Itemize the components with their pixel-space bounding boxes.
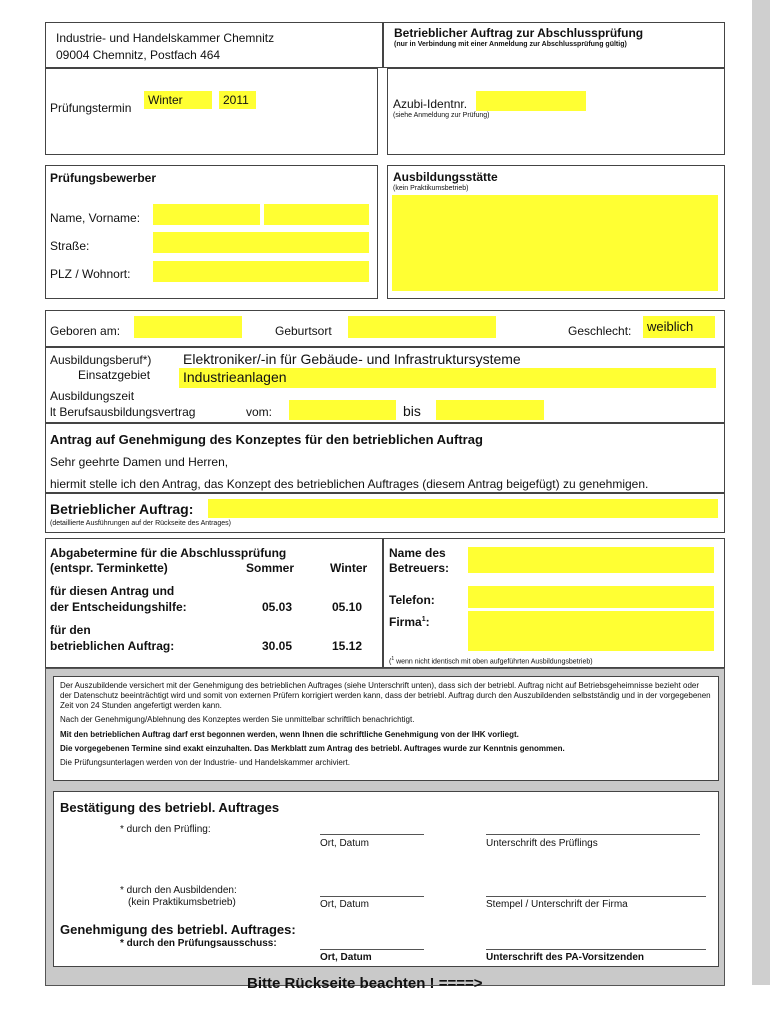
request-title: Antrag auf Genehmigung des Konzeptes für den betrieblichen Auftrag (50, 432, 483, 447)
birthplace-label: Geburtsort (275, 324, 332, 338)
notice-paragraph-4: Die vorgegebenen Termine sind exakt einzuhalten. Das Merkblatt zum Antrag des betriebl. Auftrages wurde zur Kenntnis genommen. (60, 744, 565, 753)
city-label: PLZ / Wohnort: (50, 267, 131, 281)
supervisor-name-label-1: Name des (389, 546, 446, 560)
trainer-place-date: Ort, Datum (320, 899, 369, 910)
trainer-signature-label: Stempel / Unterschrift der Firma (486, 899, 628, 910)
order-field[interactable] (208, 499, 718, 518)
confirmation-title: Bestätigung des betriebl. Auftrages (60, 800, 280, 815)
trainer-place-date-line (320, 896, 424, 897)
training-site-title: Ausbildungsstätte (393, 170, 498, 184)
request-body: hiermit stelle ich den Antrag, das Konzept des betrieblichen Auftrages (diesem Antrag beigefügt) zu genehmigen. (50, 477, 649, 491)
exam-date-label: Prüfungstermin (50, 101, 132, 115)
order-note: (detaillierte Ausführungen auf der Rückseite des Antrages) (50, 520, 231, 527)
period-label-2: lt Berufsausbildungsvertrag (50, 405, 196, 419)
company-label: Firma$^1$: (389, 615, 430, 629)
row1-label-2: der Entscheidungshilfe: (50, 600, 187, 614)
company-field[interactable] (468, 611, 714, 651)
row1-winter: 05.10 (332, 600, 363, 614)
order-box (45, 493, 725, 533)
gender-label: Geschlecht: (568, 324, 632, 338)
training-site-field[interactable] (392, 195, 718, 291)
birth-date-field[interactable] (134, 316, 242, 338)
footer-note: Bitte Rückseite beachten ! ====> (247, 975, 483, 992)
period-from-label: vom: (246, 405, 273, 419)
supervisor-box (383, 538, 725, 668)
profession-box (45, 347, 725, 423)
committee-signature-line (486, 949, 706, 950)
training-site-box (387, 165, 725, 299)
trainee-signature-label: Unterschrift des Prüflings (486, 838, 598, 849)
exam-season-field[interactable]: Winter (144, 91, 212, 109)
area-field[interactable]: Industrieanlagen (179, 368, 716, 388)
request-box (45, 423, 725, 493)
committee-label: * durch den Prüfungsausschuss: (120, 938, 277, 949)
period-to-field[interactable] (436, 400, 544, 420)
deadlines-title-2: (entspr. Terminkette) (50, 561, 168, 575)
gender-field[interactable]: weiblich (643, 316, 715, 338)
notice-box (53, 676, 719, 781)
row1-label-1: für diesen Antrag und (50, 584, 175, 598)
first-name-field[interactable] (264, 204, 369, 225)
azubi-id-label: Azubi-Identnr. (393, 97, 468, 111)
committee-signature-label: Unterschrift des PA-Vorsitzenden (486, 952, 644, 963)
supervisor-name-label-2: Betreuers: (389, 561, 450, 575)
azubi-id-field[interactable] (476, 91, 586, 111)
approval-title: Genehmigung des betriebl. Auftrages: (60, 922, 296, 937)
row1-summer: 05.03 (262, 600, 293, 614)
col-winter-header: Winter (330, 561, 368, 575)
row2-summer: 30.05 (262, 639, 293, 653)
profession-label: Ausbildungsberuf*) (50, 353, 152, 367)
issuer-name: Industrie- und Handelskammer Chemnitz (56, 31, 275, 45)
committee-place-date: Ort, Datum (320, 952, 372, 963)
form-title-box (383, 22, 725, 68)
deadlines-box (45, 538, 383, 668)
applicant-box (45, 165, 378, 299)
trainee-signature-line (486, 834, 700, 835)
issuer-box (45, 22, 383, 68)
profession-value: Elektroniker/-in für Gebäude- und Infrastruktursysteme (183, 351, 521, 367)
notice-paragraph-1: Der Auszubildende versichert mit der Genehmigung des betrieblichen Auftrages (siehe Unterschrift unten), dass sich der betriebl. Auftrag nicht auf Betriebsgeheimnisse bezieht oder der Datenschutz beeinträchtigt wird und somit von externen Prüfern korrigiert werden kann, dass der betriebl. Auftrag durch den Auszubildenden selbstständig und in der vorgegebenen Zeit von 24 Stunden angefertigt werden kann. (60, 681, 711, 710)
name-label: Name, Vorname: (50, 211, 141, 225)
trainer-label-2: (kein Praktikumsbetrieb) (128, 897, 236, 908)
exam-year-field[interactable]: 2011 (219, 91, 256, 109)
street-label: Straße: (50, 239, 90, 253)
area-label: Einsatzgebiet (78, 368, 151, 382)
city-field[interactable] (153, 261, 369, 282)
trainee-place-date: Ort, Datum (320, 838, 369, 849)
notice-paragraph-3: Mit den betrieblichen Auftrag darf erst begonnen werden, wenn Ihnen die schriftliche Genehmigung von der IHK vorliegt. (60, 730, 519, 739)
row2-winter: 15.12 (332, 639, 363, 653)
applicant-section-title: Prüfungsbewerber (50, 171, 157, 185)
confirmation-box (53, 791, 719, 967)
order-title: Betrieblicher Auftrag: (50, 501, 194, 517)
row2-label-1: für den (50, 623, 91, 637)
company-footnote: ($^1$ wenn nicht identisch mit oben aufgeführten Ausbildungsbetrieb) (389, 656, 593, 666)
period-to-label: bis (403, 403, 421, 419)
azubi-id-note: (siehe Anmeldung zur Prüfung) (393, 112, 490, 119)
period-label-1: Ausbildungszeit (50, 389, 135, 403)
supervisor-name-field[interactable] (468, 547, 714, 573)
committee-place-date-line (320, 949, 424, 950)
row2-label-2: betrieblichen Auftrag: (50, 639, 175, 653)
issuer-address: 09004 Chemnitz, Postfach 464 (56, 48, 221, 62)
deadlines-title-1: Abgabetermine für die Abschlussprüfung (50, 546, 287, 560)
notice-paragraph-2: Nach der Genehmigung/Ablehnung des Konzeptes werden Sie unmittelbar schriftlich benachrichtigt. (60, 715, 415, 724)
phone-field[interactable] (468, 586, 714, 608)
azubi-id-box (387, 68, 725, 155)
exam-date-box (45, 68, 378, 155)
phone-label: Telefon: (389, 593, 435, 607)
last-name-field[interactable] (153, 204, 260, 225)
trainer-signature-line (486, 896, 706, 897)
form-subtitle: (nur in Verbindung mit einer Anmeldung zur Abschlussprüfung gültig) (394, 41, 627, 48)
training-site-note: (kein Praktikumsbetrieb) (393, 185, 469, 192)
birthplace-field[interactable] (348, 316, 496, 338)
period-from-field[interactable] (289, 400, 396, 420)
notice-paragraph-5: Die Prüfungsunterlagen werden von der Industrie- und Handelskammer archiviert. (60, 758, 350, 767)
form-title: Betrieblicher Auftrag zur Abschlussprüfung (394, 26, 644, 40)
street-field[interactable] (153, 232, 369, 253)
page-right-strip (752, 0, 770, 985)
trainee-place-date-line (320, 834, 424, 835)
trainee-label: * durch den Prüfling: (120, 824, 211, 835)
trainer-label-1: * durch den Ausbildenden: (120, 885, 237, 896)
request-salutation: Sehr geehrte Damen und Herren, (50, 455, 229, 469)
col-summer-header: Sommer (246, 561, 295, 575)
birth-date-label: Geboren am: (50, 324, 121, 338)
personal-box (45, 310, 725, 347)
